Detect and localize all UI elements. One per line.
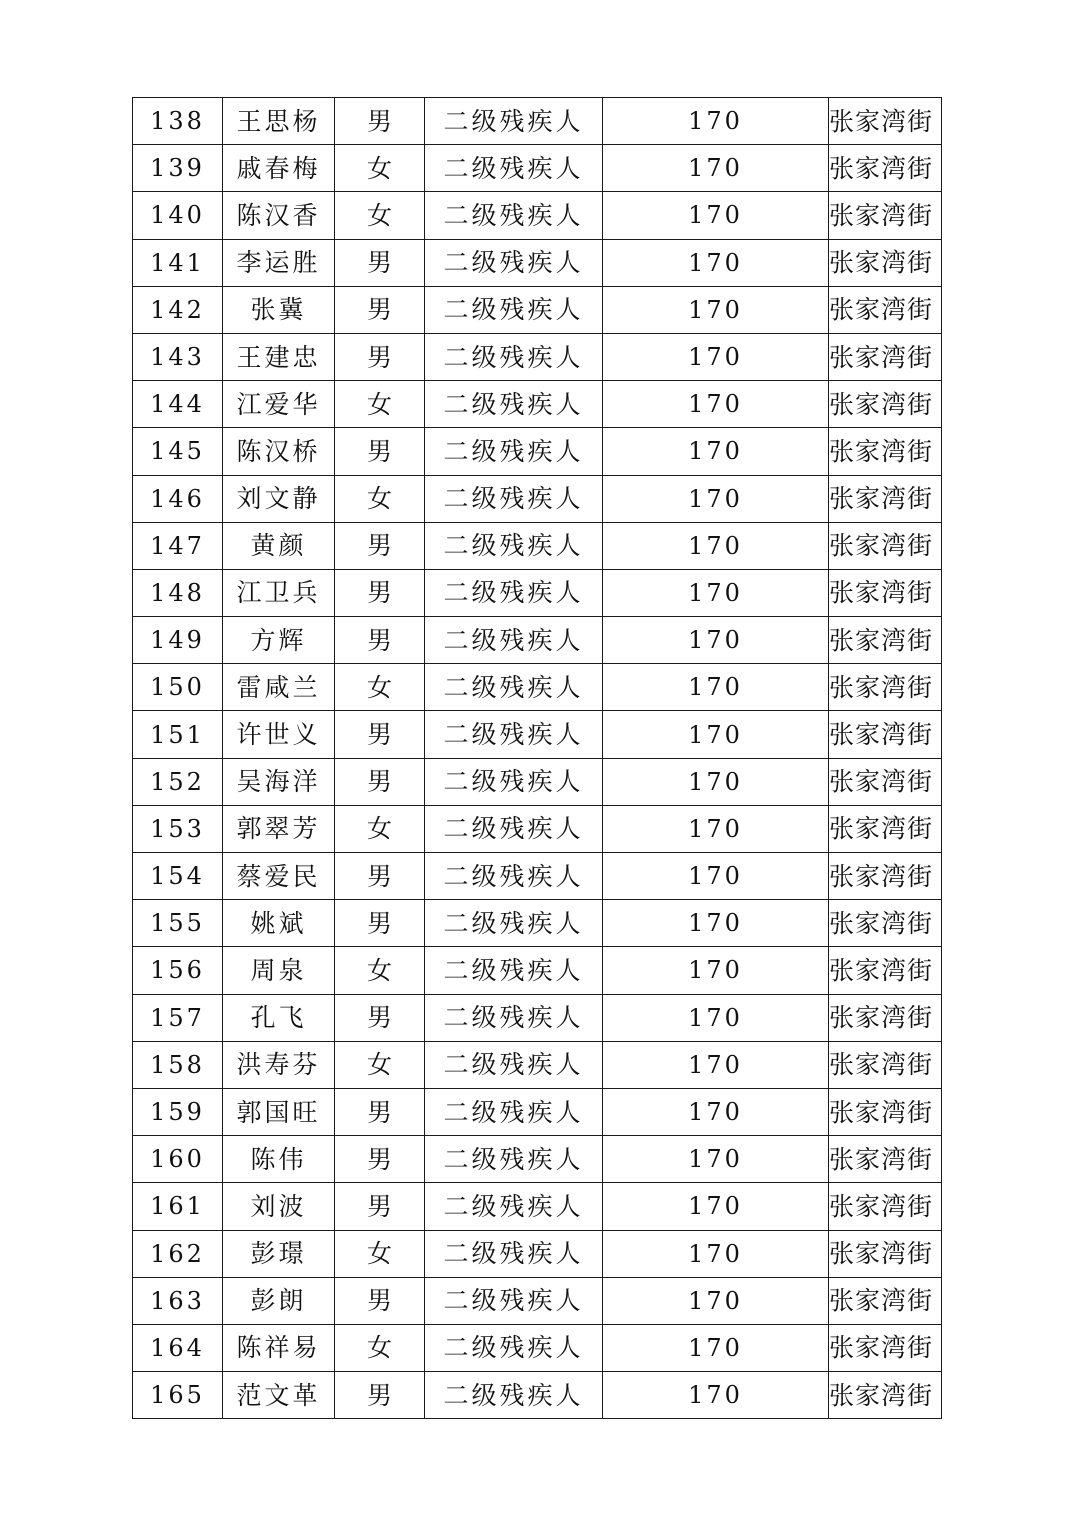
table-row: [133, 1136, 942, 1183]
disability-level-cell: 二级残疾人: [425, 239, 603, 286]
disability-level-cell: 二级残疾人: [425, 1088, 603, 1135]
amount-cell: 170: [603, 428, 829, 475]
gender-cell: 男: [335, 758, 425, 805]
gender-cell: 男: [335, 428, 425, 475]
amount-cell: 170: [603, 947, 829, 994]
serial-number-cell: 138: [133, 98, 223, 145]
roster-table: [132, 97, 942, 1419]
table-row: [133, 805, 942, 852]
table-row: [133, 664, 942, 711]
serial-number-cell: 148: [133, 569, 223, 616]
street-cell: 张家湾街: [829, 994, 942, 1041]
name-cell: 彭璟: [223, 1230, 335, 1277]
disability-level-cell: 二级残疾人: [425, 617, 603, 664]
gender-cell: 男: [335, 522, 425, 569]
table-row: [133, 1277, 942, 1324]
serial-number-cell: 158: [133, 1041, 223, 1088]
disability-level-cell: 二级残疾人: [425, 1324, 603, 1371]
serial-number-cell: 162: [133, 1230, 223, 1277]
name-cell: 孔飞: [223, 994, 335, 1041]
disability-level-cell: 二级残疾人: [425, 192, 603, 239]
gender-cell: 男: [335, 569, 425, 616]
serial-number-cell: 140: [133, 192, 223, 239]
street-cell: 张家湾街: [829, 1041, 942, 1088]
table-row: [133, 239, 942, 286]
table-row: [133, 475, 942, 522]
name-cell: 蔡爱民: [223, 853, 335, 900]
street-cell: 张家湾街: [829, 1277, 942, 1324]
street-cell: 张家湾街: [829, 711, 942, 758]
street-cell: 张家湾街: [829, 475, 942, 522]
name-cell: 刘文静: [223, 475, 335, 522]
amount-cell: 170: [603, 900, 829, 947]
amount-cell: 170: [603, 475, 829, 522]
gender-cell: 男: [335, 994, 425, 1041]
street-cell: 张家湾街: [829, 1183, 942, 1230]
amount-cell: 170: [603, 994, 829, 1041]
gender-cell: 女: [335, 192, 425, 239]
amount-cell: 170: [603, 381, 829, 428]
serial-number-cell: 155: [133, 900, 223, 947]
gender-cell: 男: [335, 617, 425, 664]
amount-cell: 170: [603, 145, 829, 192]
table-row: [133, 192, 942, 239]
serial-number-cell: 145: [133, 428, 223, 475]
name-cell: 江爱华: [223, 381, 335, 428]
amount-cell: 170: [603, 617, 829, 664]
name-cell: 戚春梅: [223, 145, 335, 192]
gender-cell: 男: [335, 853, 425, 900]
name-cell: 黄颜: [223, 522, 335, 569]
name-cell: 陈汉桥: [223, 428, 335, 475]
name-cell: 周泉: [223, 947, 335, 994]
amount-cell: 170: [603, 1088, 829, 1135]
street-cell: 张家湾街: [829, 98, 942, 145]
amount-cell: 170: [603, 1372, 829, 1419]
serial-number-cell: 165: [133, 1372, 223, 1419]
serial-number-cell: 143: [133, 333, 223, 380]
street-cell: 张家湾街: [829, 522, 942, 569]
serial-number-cell: 144: [133, 381, 223, 428]
amount-cell: 170: [603, 98, 829, 145]
serial-number-cell: 149: [133, 617, 223, 664]
gender-cell: 男: [335, 239, 425, 286]
disability-level-cell: 二级残疾人: [425, 1041, 603, 1088]
disability-level-cell: 二级残疾人: [425, 286, 603, 333]
amount-cell: 170: [603, 1324, 829, 1371]
name-cell: 郭国旺: [223, 1088, 335, 1135]
serial-number-cell: 142: [133, 286, 223, 333]
disability-level-cell: 二级残疾人: [425, 711, 603, 758]
amount-cell: 170: [603, 664, 829, 711]
table-row: [133, 286, 942, 333]
street-cell: 张家湾街: [829, 192, 942, 239]
gender-cell: 男: [335, 98, 425, 145]
gender-cell: 男: [335, 711, 425, 758]
table-row: [133, 98, 942, 145]
disability-level-cell: 二级残疾人: [425, 381, 603, 428]
roster-table-body: [133, 98, 942, 1419]
gender-cell: 女: [335, 805, 425, 852]
name-cell: 张冀: [223, 286, 335, 333]
gender-cell: 男: [335, 1277, 425, 1324]
table-row: [133, 758, 942, 805]
street-cell: 张家湾街: [829, 1372, 942, 1419]
gender-cell: 女: [335, 475, 425, 522]
amount-cell: 170: [603, 805, 829, 852]
street-cell: 张家湾街: [829, 1088, 942, 1135]
gender-cell: 男: [335, 1183, 425, 1230]
street-cell: 张家湾街: [829, 947, 942, 994]
serial-number-cell: 154: [133, 853, 223, 900]
amount-cell: 170: [603, 286, 829, 333]
disability-level-cell: 二级残疾人: [425, 853, 603, 900]
serial-number-cell: 152: [133, 758, 223, 805]
street-cell: 张家湾街: [829, 239, 942, 286]
amount-cell: 170: [603, 711, 829, 758]
gender-cell: 女: [335, 1324, 425, 1371]
amount-cell: 170: [603, 853, 829, 900]
disability-level-cell: 二级残疾人: [425, 1183, 603, 1230]
table-row: [133, 1230, 942, 1277]
name-cell: 刘波: [223, 1183, 335, 1230]
amount-cell: 170: [603, 758, 829, 805]
gender-cell: 女: [335, 947, 425, 994]
disability-level-cell: 二级残疾人: [425, 947, 603, 994]
table-row: [133, 994, 942, 1041]
street-cell: 张家湾街: [829, 1230, 942, 1277]
disability-level-cell: 二级残疾人: [425, 758, 603, 805]
serial-number-cell: 146: [133, 475, 223, 522]
gender-cell: 女: [335, 381, 425, 428]
name-cell: 王思杨: [223, 98, 335, 145]
disability-level-cell: 二级残疾人: [425, 900, 603, 947]
street-cell: 张家湾街: [829, 1324, 942, 1371]
serial-number-cell: 151: [133, 711, 223, 758]
disability-level-cell: 二级残疾人: [425, 98, 603, 145]
name-cell: 陈汉香: [223, 192, 335, 239]
disability-level-cell: 二级残疾人: [425, 1230, 603, 1277]
street-cell: 张家湾街: [829, 333, 942, 380]
name-cell: 范文革: [223, 1372, 335, 1419]
table-row: [133, 1324, 942, 1371]
name-cell: 方辉: [223, 617, 335, 664]
gender-cell: 女: [335, 1041, 425, 1088]
table-row: [133, 381, 942, 428]
disability-level-cell: 二级残疾人: [425, 569, 603, 616]
gender-cell: 女: [335, 664, 425, 711]
street-cell: 张家湾街: [829, 664, 942, 711]
name-cell: 洪寿芬: [223, 1041, 335, 1088]
disability-level-cell: 二级残疾人: [425, 664, 603, 711]
name-cell: 王建忠: [223, 333, 335, 380]
table-row: [133, 1183, 942, 1230]
disability-level-cell: 二级残疾人: [425, 333, 603, 380]
table-row: [133, 1088, 942, 1135]
serial-number-cell: 147: [133, 522, 223, 569]
street-cell: 张家湾街: [829, 805, 942, 852]
amount-cell: 170: [603, 192, 829, 239]
name-cell: 彭朗: [223, 1277, 335, 1324]
serial-number-cell: 156: [133, 947, 223, 994]
table-row: [133, 569, 942, 616]
table-row: [133, 428, 942, 475]
gender-cell: 女: [335, 1230, 425, 1277]
street-cell: 张家湾街: [829, 758, 942, 805]
table-row: [133, 333, 942, 380]
name-cell: 雷咸兰: [223, 664, 335, 711]
street-cell: 张家湾街: [829, 428, 942, 475]
gender-cell: 男: [335, 1088, 425, 1135]
serial-number-cell: 150: [133, 664, 223, 711]
name-cell: 吴海洋: [223, 758, 335, 805]
table-row: [133, 900, 942, 947]
table-row: [133, 1041, 942, 1088]
name-cell: 姚斌: [223, 900, 335, 947]
name-cell: 陈伟: [223, 1136, 335, 1183]
table-row: [133, 711, 942, 758]
table-row: [133, 617, 942, 664]
table-row: [133, 522, 942, 569]
gender-cell: 男: [335, 900, 425, 947]
disability-level-cell: 二级残疾人: [425, 1372, 603, 1419]
amount-cell: 170: [603, 522, 829, 569]
disability-level-cell: 二级残疾人: [425, 994, 603, 1041]
name-cell: 郭翠芳: [223, 805, 335, 852]
disability-level-cell: 二级残疾人: [425, 805, 603, 852]
street-cell: 张家湾街: [829, 853, 942, 900]
amount-cell: 170: [603, 1277, 829, 1324]
street-cell: 张家湾街: [829, 900, 942, 947]
disability-level-cell: 二级残疾人: [425, 475, 603, 522]
disability-level-cell: 二级残疾人: [425, 1277, 603, 1324]
table-row: [133, 1372, 942, 1419]
disability-level-cell: 二级残疾人: [425, 1136, 603, 1183]
amount-cell: 170: [603, 1183, 829, 1230]
disability-level-cell: 二级残疾人: [425, 428, 603, 475]
table-row: [133, 947, 942, 994]
amount-cell: 170: [603, 239, 829, 286]
street-cell: 张家湾街: [829, 286, 942, 333]
amount-cell: 170: [603, 1041, 829, 1088]
serial-number-cell: 161: [133, 1183, 223, 1230]
amount-cell: 170: [603, 1136, 829, 1183]
street-cell: 张家湾街: [829, 145, 942, 192]
street-cell: 张家湾街: [829, 617, 942, 664]
gender-cell: 男: [335, 333, 425, 380]
serial-number-cell: 157: [133, 994, 223, 1041]
name-cell: 许世义: [223, 711, 335, 758]
gender-cell: 女: [335, 145, 425, 192]
gender-cell: 男: [335, 286, 425, 333]
serial-number-cell: 160: [133, 1136, 223, 1183]
serial-number-cell: 141: [133, 239, 223, 286]
serial-number-cell: 153: [133, 805, 223, 852]
table-row: [133, 145, 942, 192]
serial-number-cell: 164: [133, 1324, 223, 1371]
serial-number-cell: 163: [133, 1277, 223, 1324]
amount-cell: 170: [603, 1230, 829, 1277]
amount-cell: 170: [603, 333, 829, 380]
street-cell: 张家湾街: [829, 569, 942, 616]
gender-cell: 男: [335, 1136, 425, 1183]
name-cell: 陈祥易: [223, 1324, 335, 1371]
name-cell: 李运胜: [223, 239, 335, 286]
street-cell: 张家湾街: [829, 1136, 942, 1183]
disability-level-cell: 二级残疾人: [425, 145, 603, 192]
table-row: [133, 853, 942, 900]
amount-cell: 170: [603, 569, 829, 616]
disability-level-cell: 二级残疾人: [425, 522, 603, 569]
name-cell: 江卫兵: [223, 569, 335, 616]
street-cell: 张家湾街: [829, 381, 942, 428]
gender-cell: 男: [335, 1372, 425, 1419]
serial-number-cell: 139: [133, 145, 223, 192]
serial-number-cell: 159: [133, 1088, 223, 1135]
